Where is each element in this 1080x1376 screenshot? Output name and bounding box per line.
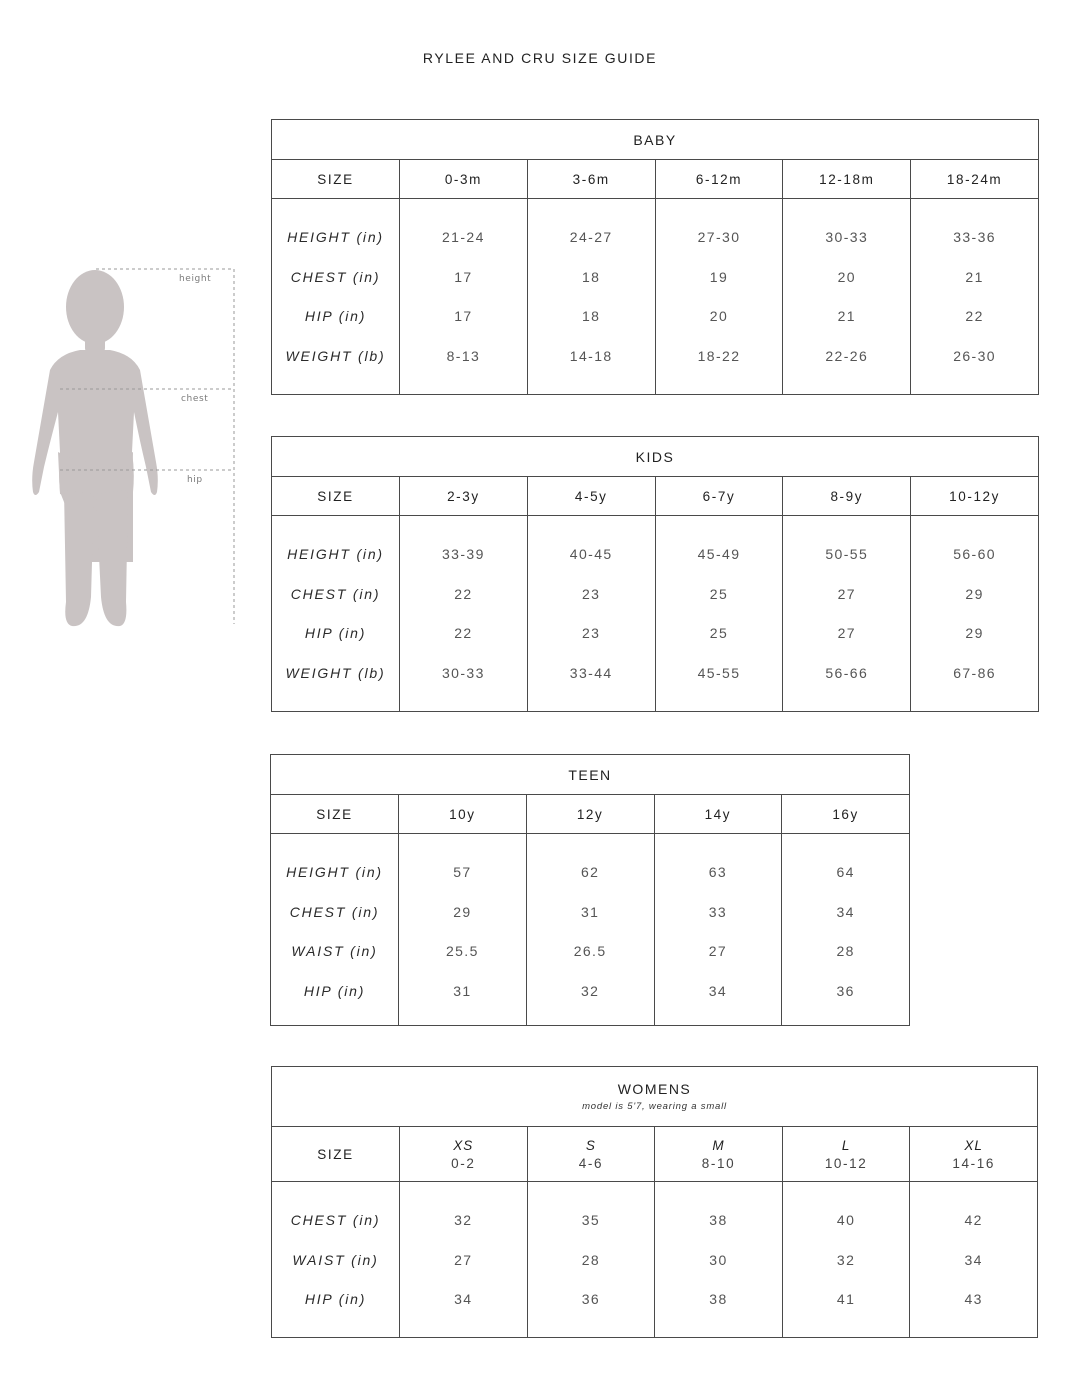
- measurement-figure: [28, 262, 248, 632]
- measurement-value: 19: [709, 268, 729, 285]
- row-label: WAIST (in): [291, 943, 378, 959]
- row-label: HEIGHT (in): [287, 546, 384, 562]
- size-column-values: [527, 199, 655, 395]
- measurement-value: 36: [581, 1291, 601, 1307]
- measurement-value: 33-44: [569, 664, 613, 681]
- size-column-header: [655, 1127, 783, 1182]
- size-letter: S: [585, 1137, 596, 1153]
- measurement-value: 57: [453, 864, 472, 880]
- size-column-values: [400, 1182, 528, 1338]
- size-column-header: [782, 1127, 910, 1182]
- size-column-header: 14y: [654, 795, 782, 834]
- size-column-values: [527, 516, 655, 712]
- size-column-values: [526, 834, 654, 1026]
- measurement-value: 45-55: [697, 664, 741, 681]
- size-column-header: 10-12y: [911, 477, 1039, 516]
- measurement-value: 22: [454, 585, 473, 602]
- size-column-header: [400, 1127, 528, 1182]
- size-header: SIZE: [272, 160, 400, 199]
- measurement-value: 38: [709, 1291, 728, 1307]
- size-column-header: 12y: [526, 795, 654, 834]
- measurement-value: 38: [709, 1212, 728, 1228]
- measurement-value: 33: [708, 903, 728, 920]
- womens-table-title: WOMENS: [617, 1081, 692, 1097]
- size-column-values: [400, 199, 528, 395]
- measurement-value: 26-30: [953, 347, 996, 364]
- measurement-value: 43: [964, 1291, 983, 1307]
- size-column-values: [654, 834, 782, 1026]
- row-label: WEIGHT (lb): [285, 664, 386, 681]
- measurement-value: 34: [836, 903, 855, 920]
- size-range: 4-6: [578, 1155, 604, 1171]
- measurement-value: 29: [453, 903, 472, 920]
- measurement-value: 28: [581, 1251, 601, 1268]
- measurement-value: 67-86: [953, 664, 996, 681]
- row-label: HIP (in): [304, 625, 367, 641]
- size-column-values: [399, 834, 527, 1026]
- size-column-values: [911, 199, 1039, 395]
- measurement-value: 27: [708, 943, 728, 959]
- measurement-value: 32: [580, 982, 600, 999]
- measurement-value: 56-60: [953, 546, 996, 562]
- size-header: SIZE: [272, 477, 400, 516]
- measurement-value: 26.5: [573, 943, 607, 959]
- measurement-value: 17: [454, 268, 473, 285]
- size-range: 8-10: [701, 1155, 736, 1171]
- size-range: 0-2: [451, 1155, 476, 1171]
- measurement-value: 18: [582, 268, 601, 285]
- size-column-header: 6-12m: [655, 160, 783, 199]
- size-column-header: [527, 1127, 655, 1182]
- measurement-value: 25: [709, 625, 729, 641]
- measurement-value: 27: [837, 585, 856, 602]
- size-letter: M: [712, 1137, 725, 1153]
- row-label: HEIGHT (in): [287, 229, 384, 245]
- child-silhouette-icon: [28, 262, 248, 632]
- measurement-value: 8-13: [446, 347, 481, 364]
- kids-table-title: KIDS: [272, 437, 1039, 477]
- measurement-value: 34: [708, 982, 728, 999]
- hip-label: hip: [187, 475, 203, 485]
- measurement-value: 31: [453, 982, 472, 999]
- measurement-value: 62: [580, 864, 600, 880]
- model-note: model is 5'7, wearing a small: [582, 1101, 727, 1112]
- size-column-header: 3-6m: [527, 160, 655, 199]
- measurement-value: 64: [836, 864, 855, 880]
- measurement-value: 30-33: [825, 229, 869, 245]
- measurement-value: 36: [836, 982, 855, 999]
- chest-label: chest: [181, 394, 209, 404]
- measurement-value: 30: [709, 1251, 728, 1268]
- row-label: CHEST (in): [290, 585, 381, 602]
- measurement-value: 27: [454, 1251, 473, 1268]
- measurement-value: 24-27: [569, 229, 613, 245]
- baby-size-table: [271, 119, 1039, 395]
- size-column-values: [783, 199, 911, 395]
- measurement-value: 23: [582, 625, 601, 641]
- measurement-value: 22: [454, 625, 473, 641]
- measurement-value: 41: [836, 1291, 856, 1307]
- measurement-value: 22-26: [825, 347, 869, 364]
- measurement-value: 27: [837, 625, 856, 641]
- measurement-value: 33-39: [441, 546, 485, 562]
- row-label: WEIGHT (lb): [285, 347, 386, 364]
- measurement-value: 21: [837, 308, 856, 324]
- size-column-header: 0-3m: [400, 160, 528, 199]
- size-column-header: 10y: [399, 795, 527, 834]
- measurement-value: 20: [837, 268, 856, 285]
- measurement-labels: [272, 199, 400, 395]
- measurement-value: 21: [965, 268, 984, 285]
- measurement-value: 40: [836, 1212, 856, 1228]
- height-label: height: [179, 274, 212, 284]
- size-column-values: [911, 516, 1039, 712]
- measurement-value: 30-33: [441, 664, 485, 681]
- row-label: WAIST (in): [292, 1251, 379, 1268]
- size-column-header: 16y: [782, 795, 910, 834]
- size-column-header: 12-18m: [783, 160, 911, 199]
- measurement-value: 32: [836, 1251, 856, 1268]
- measurement-value: 29: [965, 625, 984, 641]
- measurement-value: 32: [454, 1212, 473, 1228]
- size-column-values: [655, 516, 783, 712]
- measurement-value: 28: [836, 943, 855, 959]
- measurement-labels: [272, 516, 400, 712]
- size-column-header: 6-7y: [655, 477, 783, 516]
- measurement-value: 20: [709, 308, 729, 324]
- size-column-header: 4-5y: [527, 477, 655, 516]
- size-column-values: [910, 1182, 1038, 1338]
- measurement-value: 31: [580, 903, 600, 920]
- size-letter: XS: [453, 1137, 474, 1153]
- measurement-value: 35: [581, 1212, 601, 1228]
- size-column-header: 2-3y: [400, 477, 528, 516]
- size-column-header: 18-24m: [911, 160, 1039, 199]
- measurement-value: 22: [965, 308, 984, 324]
- teen-table-title: TEEN: [271, 755, 910, 795]
- measurement-value: 18: [582, 308, 601, 324]
- measurement-value: 56-66: [825, 664, 869, 681]
- kids-size-table: [271, 436, 1039, 712]
- measurement-value: 34: [454, 1291, 473, 1307]
- measurement-value: 29: [965, 585, 984, 602]
- teen-size-table: [270, 754, 910, 1026]
- measurement-value: 42: [964, 1212, 983, 1228]
- measurement-value: 17: [454, 308, 473, 324]
- size-column-header: [910, 1127, 1038, 1182]
- measurement-value: 45-49: [697, 546, 741, 562]
- page-title: RYLEE AND CRU SIZE GUIDE: [422, 50, 658, 66]
- size-column-values: [400, 516, 528, 712]
- row-label: HEIGHT (in): [286, 864, 383, 880]
- measurement-value: 25.5: [445, 943, 479, 959]
- size-header: SIZE: [272, 1127, 400, 1182]
- measurement-value: 63: [708, 864, 728, 880]
- size-range: 10-12: [824, 1155, 868, 1171]
- baby-table-title: BABY: [272, 120, 1039, 160]
- size-column-header: 8-9y: [783, 477, 911, 516]
- measurement-value: 34: [964, 1251, 983, 1268]
- size-header: SIZE: [271, 795, 399, 834]
- measurement-value: 14-18: [569, 347, 613, 364]
- measurement-labels: [271, 834, 399, 1026]
- measurement-value: 21-24: [441, 229, 485, 245]
- size-column-values: [527, 1182, 655, 1338]
- measurement-value: 23: [582, 585, 601, 602]
- size-column-values: [655, 199, 783, 395]
- measurement-value: 33-36: [953, 229, 996, 245]
- measurement-value: 50-55: [825, 546, 869, 562]
- row-label: CHEST (in): [290, 1212, 381, 1228]
- size-column-values: [783, 516, 911, 712]
- row-label: HIP (in): [304, 308, 367, 324]
- row-label: HIP (in): [303, 982, 366, 999]
- row-label: HIP (in): [304, 1291, 367, 1307]
- womens-size-table: [271, 1066, 1038, 1338]
- measurement-value: 27-30: [697, 229, 741, 245]
- measurement-value: 18-22: [697, 347, 741, 364]
- size-letter: L: [841, 1137, 851, 1153]
- size-column-values: [782, 834, 910, 1026]
- womens-table-heading: [272, 1067, 1038, 1127]
- measurement-value: 40-45: [569, 546, 613, 562]
- size-letter: XL: [964, 1137, 983, 1153]
- row-label: CHEST (in): [290, 268, 381, 285]
- size-column-values: [782, 1182, 910, 1338]
- measurement-labels: [272, 1182, 400, 1338]
- measurement-value: 25: [709, 585, 729, 602]
- row-label: CHEST (in): [289, 903, 380, 920]
- size-column-values: [655, 1182, 783, 1338]
- size-range: 14-16: [952, 1155, 995, 1171]
